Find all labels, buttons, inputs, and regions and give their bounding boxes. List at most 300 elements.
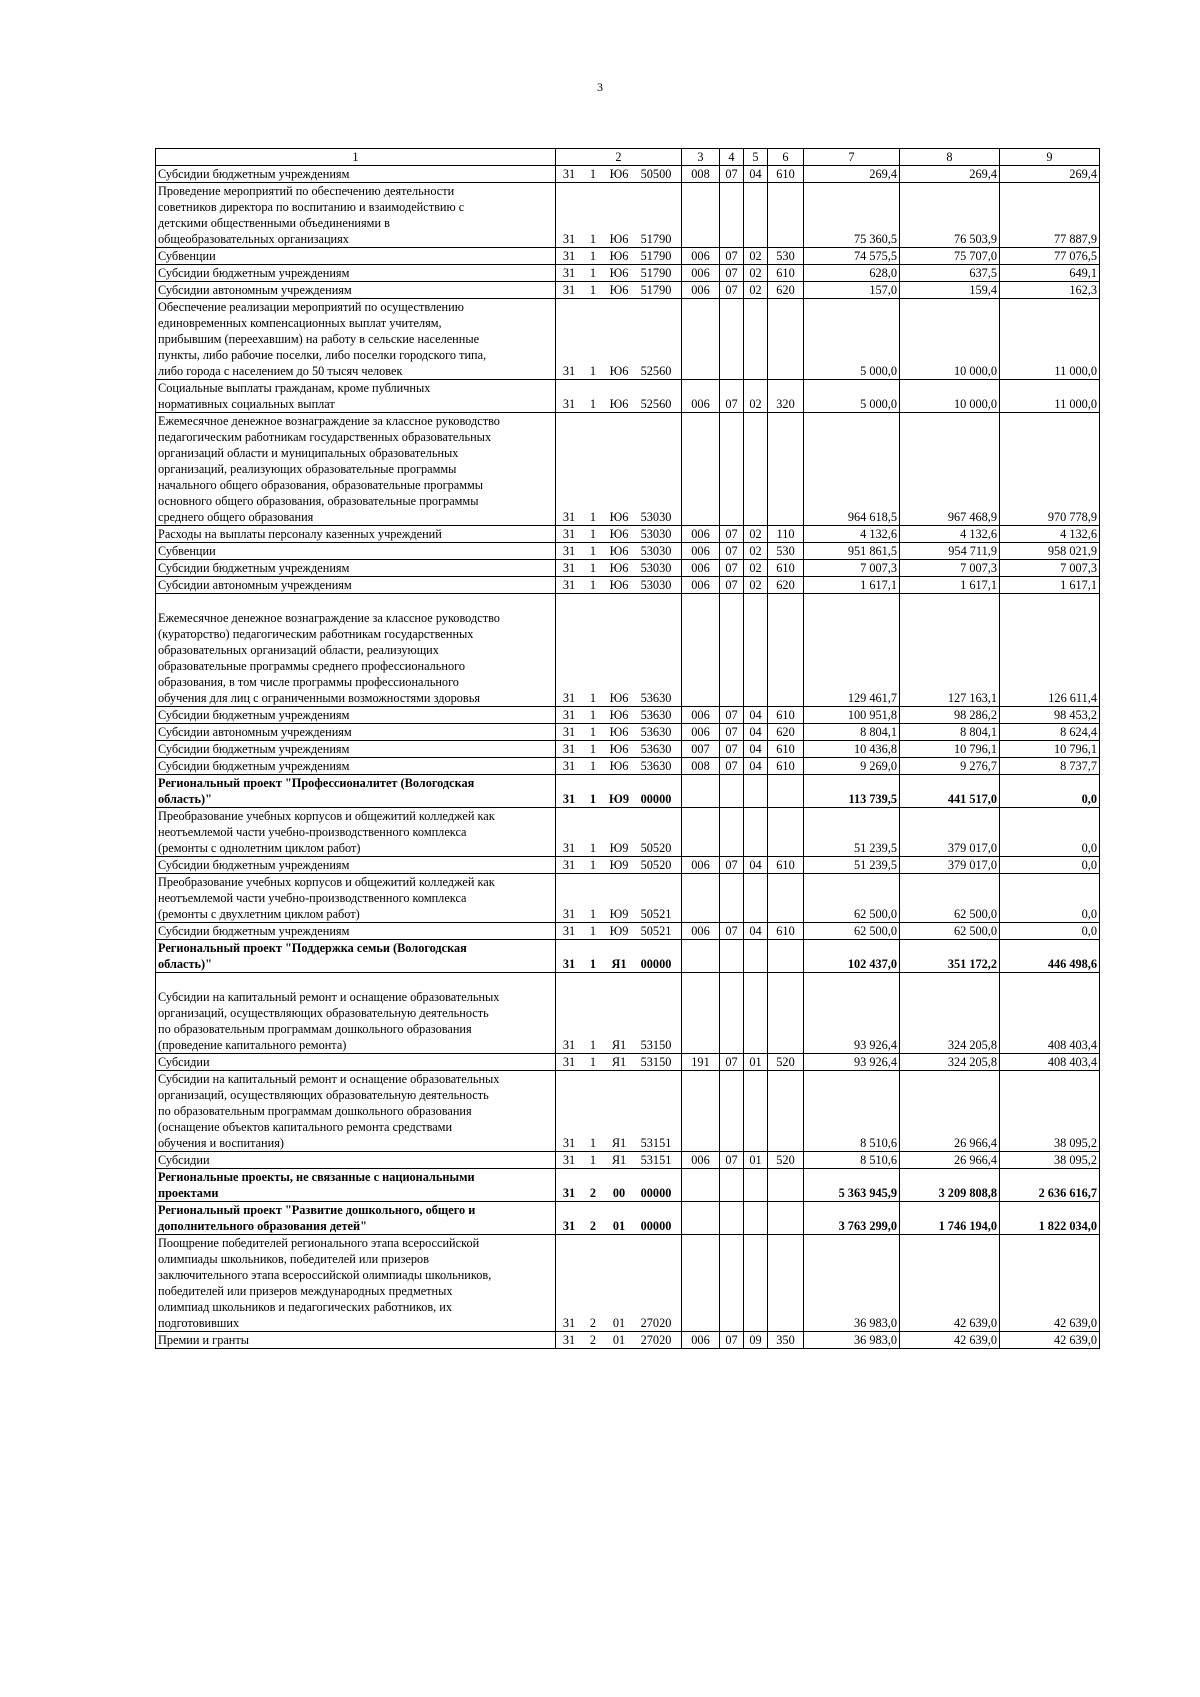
value-col8: 351 172,2: [900, 940, 1000, 973]
value-col9: 0,0: [1000, 923, 1100, 940]
code-part: 1: [589, 924, 597, 938]
col6-code: [768, 299, 804, 380]
col6-code: 530: [768, 543, 804, 560]
code-part: Ю6: [609, 527, 629, 541]
code-part: 51790: [640, 266, 672, 280]
col4-code: 07: [720, 923, 744, 940]
col4-code: 07: [720, 577, 744, 594]
code-part: Ю6: [609, 266, 629, 280]
col5-code: 04: [744, 741, 768, 758]
code-part: 53630: [640, 725, 672, 739]
code-part: Ю6: [609, 364, 629, 378]
column-header: 2: [556, 149, 682, 166]
code-part: 31: [562, 544, 576, 558]
code-cell: [556, 1054, 682, 1071]
col3-code: 006: [682, 724, 720, 741]
row-name: Ежемесячное денежное вознаграждение за классное руководство педагогическим работникам государственных образовательных организаций области и муниципальных образовательных организаций, реализующих образовательные программы начального общего образования, образовательные программы основного общего образования, образовательные программы среднего общего образования: [156, 413, 556, 526]
value-col7: 157,0: [804, 282, 900, 299]
code-part: 1: [589, 708, 597, 722]
value-col9: 408 403,4: [1000, 1054, 1100, 1071]
code-part: 31: [562, 1219, 576, 1233]
code-cell: [556, 560, 682, 577]
value-col7: 628,0: [804, 265, 900, 282]
row-name: Поощрение победителей регионального этапа всероссийской олимпиады школьников, победителей или призеров заключительного этапа всероссийской олимпиады школьников, победителей или призеров международных предметных олимпиад школьников и педагогических работников, их подготовивших: [156, 1235, 556, 1332]
value-col7: 951 861,5: [804, 543, 900, 560]
col4-code: 07: [720, 380, 744, 413]
code-part: 1: [589, 167, 597, 181]
code-cell: [556, 248, 682, 265]
value-col8: 159,4: [900, 282, 1000, 299]
value-col7: 1 617,1: [804, 577, 900, 594]
col6-code: [768, 1071, 804, 1152]
code-part: Я1: [611, 957, 627, 971]
value-col8: 1 617,1: [900, 577, 1000, 594]
table-row: [156, 594, 1100, 707]
value-col7: 964 618,5: [804, 413, 900, 526]
col6-code: 610: [768, 560, 804, 577]
col6-code: 610: [768, 758, 804, 775]
col3-code: [682, 940, 720, 973]
row-name: Обеспечение реализации мероприятий по осуществлению единовременных компенсационных выплат учителям, прибывшим (переехавшим) на работу в сельские населенные пункты, либо рабочие поселки, либо поселки городского типа, либо города с населением до 50 тысяч человек: [156, 299, 556, 380]
value-col8: 42 639,0: [900, 1235, 1000, 1332]
code-part: 53030: [640, 510, 672, 524]
col4-code: [720, 1169, 744, 1202]
code-cell: [556, 973, 682, 1054]
code-part: 31: [562, 527, 576, 541]
value-col7: 51 239,5: [804, 808, 900, 857]
code-part: 1: [589, 364, 597, 378]
value-col8: 10 000,0: [900, 299, 1000, 380]
col5-code: 04: [744, 166, 768, 183]
code-part: 1: [589, 907, 597, 921]
col4-code: 07: [720, 741, 744, 758]
code-part: Ю9: [609, 907, 629, 921]
value-col8: 42 639,0: [900, 1332, 1000, 1349]
col5-code: 01: [744, 1152, 768, 1169]
code-part: 2: [589, 1316, 597, 1330]
code-part: Я1: [611, 1038, 627, 1052]
col3-code: 006: [682, 707, 720, 724]
code-cell: [556, 413, 682, 526]
code-part: 01: [612, 1333, 626, 1347]
col6-code: [768, 874, 804, 923]
code-part: 31: [562, 1136, 576, 1150]
code-part: 1: [589, 1153, 597, 1167]
code-part: 31: [562, 510, 576, 524]
code-part: 1: [589, 232, 597, 246]
col3-code: 006: [682, 248, 720, 265]
col6-code: [768, 183, 804, 248]
col6-code: 110: [768, 526, 804, 543]
row-name: Премии и гранты: [156, 1332, 556, 1349]
col3-code: 006: [682, 543, 720, 560]
code-part: Ю6: [609, 578, 629, 592]
code-part: Ю6: [609, 510, 629, 524]
code-part: 31: [562, 858, 576, 872]
value-col9: 0,0: [1000, 874, 1100, 923]
code-part: 31: [562, 167, 576, 181]
col3-code: 006: [682, 526, 720, 543]
value-col9: 8 624,4: [1000, 724, 1100, 741]
code-part: 31: [562, 924, 576, 938]
value-col9: 269,4: [1000, 166, 1100, 183]
column-header: 9: [1000, 149, 1100, 166]
col4-code: 07: [720, 1054, 744, 1071]
code-part: Ю6: [609, 742, 629, 756]
col5-code: 04: [744, 923, 768, 940]
code-part: 1: [589, 725, 597, 739]
code-part: 50520: [640, 841, 672, 855]
col6-code: 520: [768, 1152, 804, 1169]
code-cell: [556, 183, 682, 248]
code-part: 1: [589, 561, 597, 575]
col4-code: 07: [720, 707, 744, 724]
col3-code: [682, 1071, 720, 1152]
col5-code: [744, 413, 768, 526]
value-col7: 93 926,4: [804, 1054, 900, 1071]
code-part: 31: [562, 759, 576, 773]
table-row: [156, 413, 1100, 526]
value-col7: 269,4: [804, 166, 900, 183]
code-part: 31: [562, 1316, 576, 1330]
value-col9: 162,3: [1000, 282, 1100, 299]
col5-code: 02: [744, 248, 768, 265]
code-part: Ю6: [609, 249, 629, 263]
value-col8: 324 205,8: [900, 973, 1000, 1054]
col4-code: [720, 1071, 744, 1152]
code-cell: [556, 166, 682, 183]
code-part: 51790: [640, 249, 672, 263]
value-col9: 8 737,7: [1000, 758, 1100, 775]
col5-code: 04: [744, 707, 768, 724]
col5-code: [744, 940, 768, 973]
col5-code: [744, 594, 768, 707]
col6-code: 610: [768, 923, 804, 940]
col5-code: [744, 808, 768, 857]
value-col9: 7 007,3: [1000, 560, 1100, 577]
code-part: 1: [589, 283, 597, 297]
table-row: [156, 380, 1100, 413]
col4-code: [720, 808, 744, 857]
code-part: 53151: [640, 1153, 672, 1167]
col3-code: [682, 874, 720, 923]
row-name: Субсидии бюджетным учреждениям: [156, 166, 556, 183]
value-col8: 379 017,0: [900, 857, 1000, 874]
value-col8: 637,5: [900, 265, 1000, 282]
budget-table: [155, 148, 1100, 1349]
table-row: [156, 808, 1100, 857]
code-cell: [556, 594, 682, 707]
code-part: 31: [562, 792, 576, 806]
value-col9: 11 000,0: [1000, 299, 1100, 380]
value-col8: 324 205,8: [900, 1054, 1000, 1071]
row-name: Субсидии бюджетным учреждениям: [156, 707, 556, 724]
col3-code: 008: [682, 758, 720, 775]
col6-code: 620: [768, 577, 804, 594]
value-col9: 408 403,4: [1000, 973, 1100, 1054]
table-row: [156, 874, 1100, 923]
value-col8: 967 468,9: [900, 413, 1000, 526]
col5-code: 02: [744, 560, 768, 577]
col3-code: 006: [682, 857, 720, 874]
column-header: 3: [682, 149, 720, 166]
value-col9: 2 636 616,7: [1000, 1169, 1100, 1202]
table-row: [156, 741, 1100, 758]
value-col7: 10 436,8: [804, 741, 900, 758]
code-part: 31: [562, 1186, 576, 1200]
table-row: [156, 1071, 1100, 1152]
code-part: 50500: [640, 167, 672, 181]
col4-code: [720, 299, 744, 380]
code-part: Ю6: [609, 283, 629, 297]
row-name: Субсидии бюджетным учреждениям: [156, 857, 556, 874]
value-col8: 4 132,6: [900, 526, 1000, 543]
row-name: Субсидии автономным учреждениям: [156, 282, 556, 299]
value-col7: 36 983,0: [804, 1332, 900, 1349]
value-col9: 42 639,0: [1000, 1332, 1100, 1349]
row-name: Преобразование учебных корпусов и общежитий колледжей как неотъемлемой части учебно-производственного комплекса (ремонты с однолетним циклом работ): [156, 808, 556, 857]
code-part: Ю6: [609, 167, 629, 181]
col5-code: 04: [744, 724, 768, 741]
table-row: [156, 1332, 1100, 1349]
value-col7: 8 804,1: [804, 724, 900, 741]
code-part: 31: [562, 266, 576, 280]
col5-code: 02: [744, 543, 768, 560]
value-col9: 126 611,4: [1000, 594, 1100, 707]
value-col8: 7 007,3: [900, 560, 1000, 577]
table-row: [156, 543, 1100, 560]
code-part: 50521: [640, 907, 672, 921]
code-part: 31: [562, 283, 576, 297]
code-cell: [556, 724, 682, 741]
table-row: [156, 940, 1100, 973]
code-cell: [556, 265, 682, 282]
code-part: 31: [562, 1038, 576, 1052]
table-row: [156, 526, 1100, 543]
value-col9: 77 076,5: [1000, 248, 1100, 265]
col5-code: [744, 1169, 768, 1202]
code-part: 53150: [640, 1038, 672, 1052]
col6-code: [768, 775, 804, 808]
column-header: 6: [768, 149, 804, 166]
value-col7: 5 363 945,9: [804, 1169, 900, 1202]
code-part: 00000: [640, 792, 672, 806]
value-col9: 77 887,9: [1000, 183, 1100, 248]
code-part: 31: [562, 725, 576, 739]
code-part: 1: [589, 544, 597, 558]
col6-code: 620: [768, 724, 804, 741]
code-cell: [556, 775, 682, 808]
value-col9: 98 453,2: [1000, 707, 1100, 724]
code-part: 1: [589, 510, 597, 524]
code-cell: [556, 282, 682, 299]
code-cell: [556, 526, 682, 543]
code-part: 31: [562, 397, 576, 411]
table-row: [156, 265, 1100, 282]
col3-code: [682, 973, 720, 1054]
code-part: 01: [612, 1219, 626, 1233]
table-row: [156, 248, 1100, 265]
value-col8: 1 746 194,0: [900, 1202, 1000, 1235]
col3-code: 006: [682, 380, 720, 413]
row-name: Субсидии: [156, 1054, 556, 1071]
code-part: 1: [589, 249, 597, 263]
value-col8: 98 286,2: [900, 707, 1000, 724]
code-part: 31: [562, 1153, 576, 1167]
value-col8: 10 796,1: [900, 741, 1000, 758]
code-part: 53030: [640, 527, 672, 541]
code-part: 52560: [640, 397, 672, 411]
col3-code: 007: [682, 741, 720, 758]
value-col8: 9 276,7: [900, 758, 1000, 775]
value-col7: 62 500,0: [804, 923, 900, 940]
col6-code: [768, 808, 804, 857]
code-cell: [556, 923, 682, 940]
code-part: 1: [589, 1038, 597, 1052]
col3-code: [682, 413, 720, 526]
code-cell: [556, 940, 682, 973]
code-cell: [556, 741, 682, 758]
value-col8: 26 966,4: [900, 1152, 1000, 1169]
table-row: [156, 775, 1100, 808]
code-part: 1: [589, 1136, 597, 1150]
col4-code: 07: [720, 1332, 744, 1349]
code-part: 1: [589, 527, 597, 541]
row-name: Субвенции: [156, 248, 556, 265]
value-col7: 100 951,8: [804, 707, 900, 724]
code-part: 31: [562, 691, 576, 705]
code-part: Ю6: [609, 544, 629, 558]
code-part: 1: [589, 841, 597, 855]
code-part: 31: [562, 1055, 576, 1069]
code-part: 53150: [640, 1055, 672, 1069]
column-header: 5: [744, 149, 768, 166]
row-name: Субсидии автономным учреждениям: [156, 577, 556, 594]
col6-code: 610: [768, 265, 804, 282]
value-col7: 4 132,6: [804, 526, 900, 543]
code-cell: [556, 1152, 682, 1169]
col3-code: [682, 1235, 720, 1332]
value-col7: 102 437,0: [804, 940, 900, 973]
value-col8: 269,4: [900, 166, 1000, 183]
value-col8: 8 804,1: [900, 724, 1000, 741]
code-part: 1: [589, 858, 597, 872]
table-row: [156, 560, 1100, 577]
col3-code: 006: [682, 265, 720, 282]
col6-code: 350: [768, 1332, 804, 1349]
value-col9: 42 639,0: [1000, 1235, 1100, 1332]
value-col8: 954 711,9: [900, 543, 1000, 560]
row-name: Субсидии бюджетным учреждениям: [156, 560, 556, 577]
col4-code: 07: [720, 265, 744, 282]
value-col7: 62 500,0: [804, 874, 900, 923]
col4-code: 07: [720, 248, 744, 265]
code-part: 53030: [640, 578, 672, 592]
row-name: Субсидии автономным учреждениям: [156, 724, 556, 741]
col5-code: [744, 299, 768, 380]
col4-code: [720, 594, 744, 707]
code-cell: [556, 543, 682, 560]
col3-code: 006: [682, 1152, 720, 1169]
code-part: 53030: [640, 561, 672, 575]
code-part: 53630: [640, 759, 672, 773]
value-col9: 1 822 034,0: [1000, 1202, 1100, 1235]
col3-code: [682, 594, 720, 707]
col4-code: 07: [720, 282, 744, 299]
value-col7: 9 269,0: [804, 758, 900, 775]
col4-code: 07: [720, 526, 744, 543]
table-row: [156, 1054, 1100, 1071]
code-part: 31: [562, 578, 576, 592]
col3-code: [682, 183, 720, 248]
code-part: 31: [562, 742, 576, 756]
code-cell: [556, 707, 682, 724]
table-row: [156, 1152, 1100, 1169]
code-part: 00000: [640, 1186, 672, 1200]
row-name: Ежемесячное денежное вознаграждение за классное руководство (кураторство) педагогическим работникам государственных образовательных организаций области, реализующих образовательные программы среднего профессионального образования, в том числе программы профессионального обучения для лиц с ограниченными возможностями здоровья: [156, 594, 556, 707]
row-name: Субсидии на капитальный ремонт и оснащение образовательных организаций, осуществляющих образовательную деятельность по образовательным программам дошкольного образования (оснащение объектов капитального ремонта средствами обучения и воспитания): [156, 1071, 556, 1152]
col5-code: 09: [744, 1332, 768, 1349]
row-name: Субсидии: [156, 1152, 556, 1169]
col4-code: [720, 973, 744, 1054]
col4-code: [720, 413, 744, 526]
code-part: 31: [562, 232, 576, 246]
value-col7: 51 239,5: [804, 857, 900, 874]
col4-code: [720, 1235, 744, 1332]
table-row: [156, 183, 1100, 248]
value-col7: 7 007,3: [804, 560, 900, 577]
value-col9: 0,0: [1000, 775, 1100, 808]
row-name: Региональные проекты, не связанные с национальными проектами: [156, 1169, 556, 1202]
col4-code: 07: [720, 857, 744, 874]
row-name: Субсидии бюджетным учреждениям: [156, 758, 556, 775]
col5-code: [744, 1071, 768, 1152]
col4-code: [720, 775, 744, 808]
code-part: 51790: [640, 232, 672, 246]
col3-code: 006: [682, 282, 720, 299]
row-name: Субсидии бюджетным учреждениям: [156, 741, 556, 758]
code-part: 31: [562, 364, 576, 378]
col6-code: 610: [768, 741, 804, 758]
col4-code: [720, 1202, 744, 1235]
code-part: 50520: [640, 858, 672, 872]
col5-code: 02: [744, 380, 768, 413]
value-col8: 441 517,0: [900, 775, 1000, 808]
code-cell: [556, 808, 682, 857]
table-row: [156, 1202, 1100, 1235]
col5-code: [744, 874, 768, 923]
col6-code: 610: [768, 857, 804, 874]
code-part: 31: [562, 907, 576, 921]
col3-code: 006: [682, 1332, 720, 1349]
col4-code: 07: [720, 724, 744, 741]
col5-code: 04: [744, 758, 768, 775]
col3-code: 008: [682, 166, 720, 183]
code-part: 00000: [640, 957, 672, 971]
col6-code: [768, 940, 804, 973]
code-part: 53151: [640, 1136, 672, 1150]
code-part: 1: [589, 792, 597, 806]
value-col8: 3 209 808,8: [900, 1169, 1000, 1202]
value-col8: 62 500,0: [900, 874, 1000, 923]
value-col9: 446 498,6: [1000, 940, 1100, 973]
code-part: 50521: [640, 924, 672, 938]
col3-code: [682, 808, 720, 857]
col3-code: 006: [682, 577, 720, 594]
column-number-header: [156, 149, 1100, 166]
code-part: 1: [589, 759, 597, 773]
col5-code: 04: [744, 857, 768, 874]
